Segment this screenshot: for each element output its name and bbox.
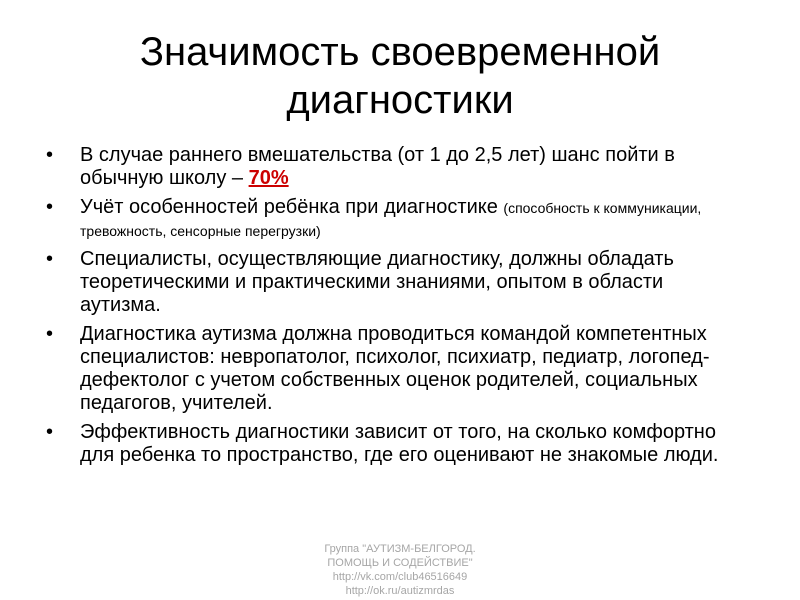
footer-watermark xyxy=(250,542,550,598)
bullet-icon: • xyxy=(46,421,54,443)
slide-title-line-2: диагностики xyxy=(286,78,514,122)
footer-line-1: Группа "АУТИЗМ-БЕЛГОРОД. xyxy=(324,543,476,555)
bullet-list xyxy=(46,144,746,473)
highlight-percentage: 70% xyxy=(248,167,289,189)
bullet-text: Диагностика аутизма должна проводиться командой компетентных специалистов: невропатолог, психолог, психиатр, педиатр, логопед-дефектолог с учетом собственных оценок родителей, социальных педагогов, учителей. xyxy=(80,323,710,414)
bullet-item-specialists xyxy=(46,248,746,317)
bullet-text: В случае раннего вмешательства (от 1 до 2,5 лет) шанс пойти в обычную школу – xyxy=(80,144,675,189)
bullet-item-effectiveness xyxy=(46,421,746,467)
bullet-item-early-intervention xyxy=(46,144,746,190)
bullet-icon: • xyxy=(46,144,54,166)
bullet-text: Специалисты, осуществляющие диагностику, должны обладать теоретическими и практическими знаниями, опытом в области аутизма. xyxy=(80,248,674,316)
bullet-icon: • xyxy=(46,323,54,345)
bullet-note: (способность к коммуникации, тревожность, сенсорные перегрузки) xyxy=(80,200,702,239)
footer-link-ok: http://ok.ru/autizmrdas xyxy=(345,585,455,597)
slide-title xyxy=(0,28,800,124)
bullet-text: Учёт особенностей ребёнка при диагностике xyxy=(80,196,504,218)
bullet-item-team xyxy=(46,323,746,415)
footer-line-2: ПОМОЩЬ И СОДЕЙСТВИЕ" xyxy=(327,557,473,569)
bullet-icon: • xyxy=(46,196,54,218)
footer-link-vk: http://vk.com/club46516649 xyxy=(332,571,468,583)
bullet-item-child-features xyxy=(46,196,746,242)
bullet-icon: • xyxy=(46,248,54,270)
slide-title-line-1: Значимость своевременной xyxy=(139,30,661,74)
bullet-text: Эффективность диагностики зависит от того, на сколько комфортно для ребенка то пространство, где его оценивают не знакомые люди. xyxy=(80,421,719,466)
